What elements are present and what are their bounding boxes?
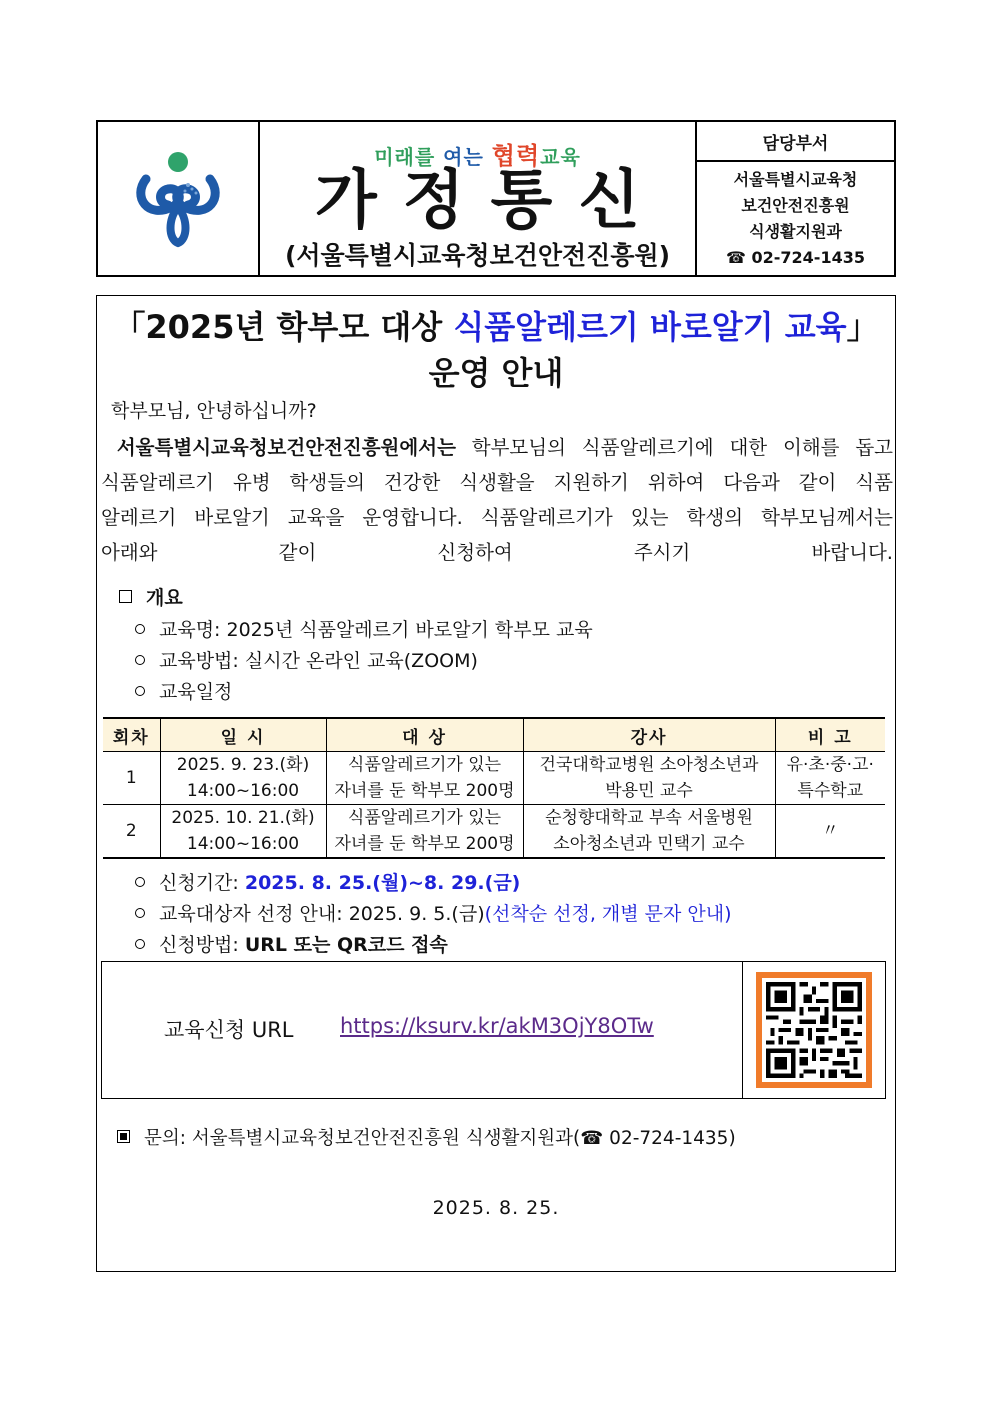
document-date: 2025. 8. 25. [432,1197,560,1219]
header-box [96,120,896,277]
cell-datetime [160,805,326,859]
col-header-target: 대 상 [326,718,523,752]
selection-label: 교육대상자 선정 안내: 2025. 9. 5.(금) [159,903,485,925]
cell-target-line1: 식품알레르기가 있는 [347,808,502,828]
cell-lecturer-line2: 박용민 교수 [605,781,693,801]
application-url-link[interactable]: https://ksurv.kr/akM3OjY8OTw [340,1014,654,1038]
bullet-edu-method-text: 교육방법: 실시간 온라인 교육(ZOOM) [159,650,478,672]
document-title [97,304,895,396]
department-cell [697,122,894,275]
department-info [697,162,894,275]
paragraph-line-3: 알레르기 바로알기 교육을 운영합니다. 식품알레르기가 있는 학생의 학부모님께서는 [101,506,893,529]
cell-target [326,805,523,859]
table-header-row [103,718,885,752]
bullet-edu-name [135,615,593,642]
cell-note: 〃 [775,805,885,859]
table-row [103,805,885,859]
bullet-apply-method [135,930,448,957]
title-line2: 운영 안내 [428,354,564,392]
qr-code-icon[interactable] [762,978,866,1082]
cell-lecturer-line2: 소아청소년과 민택기 교수 [553,834,745,854]
circle-bullet-icon [135,655,145,665]
title-prefix: 「2025년 학부모 대상 [113,308,454,346]
slogan-part1: 미래를 [374,145,436,169]
greeting: 학부모님, 안녕하십니까? [111,400,317,422]
section-overview [119,583,183,610]
bullet-edu-method [135,646,478,673]
slogan-part3: 협력 [491,142,541,170]
cell-target-line2: 자녀를 둔 학부모 200명 [334,781,515,801]
department-line-1: 서울특별시교육청 [733,169,858,189]
cell-datetime [160,752,326,805]
cell-date: 2025. 10. 21.(화) [171,808,315,828]
circle-bullet-icon [135,686,145,696]
header-title-cell [260,122,697,275]
section-title: 개요 [146,587,183,609]
cell-lecturer-line1: 순청향대학교 부속 서울병원 [545,808,753,828]
logo-cell [98,122,260,275]
apply-method-value: URL 또는 QR코드 접속 [244,934,448,956]
bullet-apply-period [135,868,520,895]
cell-target [326,752,523,805]
department-line-2: 보건안전진흥원 [741,195,850,215]
filled-square-bullet-icon [117,1130,130,1143]
circle-bullet-icon [135,939,145,949]
apply-period-value: 2025. 8. 25.(월)~8. 29.(금) [244,872,521,894]
bullet-edu-name-text: 교육명: 2025년 식품알레르기 바로알기 학부모 교육 [159,619,593,641]
cell-round: 2 [103,805,160,859]
cell-target-line1: 식품알레르기가 있는 [347,755,502,775]
url-box [101,961,886,1099]
qr-cell [742,962,885,1098]
bullet-selection [135,899,732,926]
cell-note [775,752,885,805]
col-header-note: 비 고 [775,718,885,752]
page-subtitle: (서울특별시교육청보건안전진흥원) [284,241,671,270]
col-header-round: 회차 [103,718,160,752]
content-frame [96,295,896,1272]
seoul-education-logo-icon [128,149,228,249]
cell-lecturer [523,752,775,805]
paragraph-line-1 [101,430,893,465]
slogan-part2: 여는 [443,145,484,169]
selection-note: (선착순 선정, 개별 문자 안내) [484,903,732,925]
slogan-part4: 교육 [540,145,581,169]
paragraph-line-4: 아래와 같이 신청하여 주시기 바랍니다. [101,541,893,564]
paragraph-line-2: 식품알레르기 유병 학생들의 건강한 식생활을 지원하기 위하여 다음과 같이 식품 [101,471,893,494]
bullet-edu-schedule [135,677,232,704]
qr-frame [756,972,872,1088]
department-line-3: 식생활지원과 [749,221,842,241]
cell-lecturer [523,805,775,859]
organization-name: 서울특별시교육청보건안전진흥원에서는 [116,436,456,459]
apply-period-label: 신청기간: [159,872,245,894]
table-row [103,752,885,805]
intro-paragraph [101,430,893,570]
checkbox-bullet-icon [119,590,132,603]
title-suffix: 」 [846,308,879,346]
url-label: 교육신청 URL [164,1018,294,1042]
page-title: 가정통신 [314,164,667,238]
circle-bullet-icon [135,624,145,634]
cell-target-line2: 자녀를 둔 학부모 200명 [334,834,515,854]
contact-text: 문의: 서울특별시교육청보건안전진흥원 식생활지원과(☎ 02-724-1435) [144,1128,736,1149]
circle-bullet-icon [135,908,145,918]
col-header-datetime: 일 시 [160,718,326,752]
department-phone: ☎ 02-724-1435 [726,247,865,267]
cell-note-line1: 유·초·중·고· [786,755,874,775]
cell-lecturer-line1: 건국대학교병원 소아청소년과 [539,755,759,775]
title-highlight: 식품알레르기 바로알기 교육 [453,308,847,346]
schedule-table [103,717,885,859]
cell-round: 1 [103,752,160,805]
circle-bullet-icon [135,877,145,887]
bullet-edu-schedule-text: 교육일정 [159,681,233,703]
contact-info [117,1124,736,1150]
cell-note-line2: 특수학교 [797,781,864,801]
apply-method-label: 신청방법: [159,934,245,956]
cell-time: 14:00~16:00 [186,834,300,854]
department-label: 담당부서 [697,122,894,162]
paragraph-line-1-text: 학부모님의 식품알레르기에 대한 이해를 돕고 [455,436,893,459]
col-header-lecturer: 강사 [523,718,775,752]
cell-date: 2025. 9. 23.(화) [176,755,310,775]
cell-time: 14:00~16:00 [186,781,300,801]
